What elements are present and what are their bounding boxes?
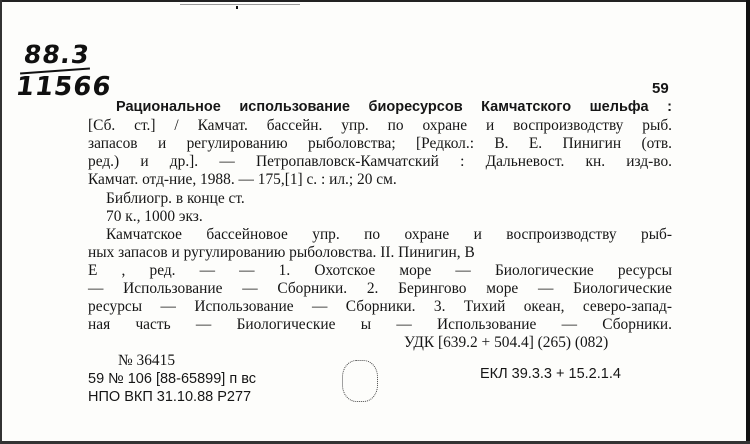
doc-number: № 36415 [118, 352, 176, 369]
body-line-12: ресурсы — Использование — Сборники. 3. Тихий океан, северо-запад- [88, 298, 672, 315]
card-top-edge [0, 0, 750, 2]
body-line-10: Е , ред. — — 1. Охотское море — Биологические ресурсы [88, 262, 672, 279]
card-right-edge [746, 0, 750, 444]
price-note: 70 к., 1000 экз. [106, 208, 203, 225]
bibliography-note: Библиогр. в конце ст. [106, 190, 245, 207]
handwritten-shelfmark-top: 88.3 [21, 40, 92, 69]
print-line: НПО ВКП 31.10.88 Р277 [88, 389, 252, 405]
scan-speck [236, 6, 238, 9]
order-line: 59 № 106 [88-65899] п вс [88, 371, 256, 387]
card-left-edge [0, 0, 2, 444]
body-line-5: Камчат. отд-ние, 1988. — 175,[1] с. : ил.; 20 см. [88, 171, 397, 188]
body-line-8: Камчатское бассейновое упр. по охране и воспроизводству рыб- [106, 226, 672, 243]
body-line-2: [Сб. ст.] / Камчат. бассейн. упр. по охране и воспроизводству рыб. [88, 117, 672, 134]
body-line-3: запасов и регулированию рыболовства; [Редкол.: В. Е. Пинигин (отв. [88, 135, 672, 152]
ekl-code: ЕКЛ 39.3.3 + 15.2.1.4 [480, 366, 621, 382]
body-line-9: ных запасов и ругулированию рыболовства. II. Пинигин, В [88, 244, 475, 261]
udc-code: УДК [639.2 + 504.4] (265) (082) [404, 334, 609, 351]
body-line-11: — Использование — Сборники. 2. Берингово море — Биологические [88, 280, 672, 297]
title-line: Рациональное использование биоресурсов Камчатского шельфа : [116, 99, 672, 115]
page-number: 59 [652, 80, 669, 97]
handwritten-shelfmark-bottom: 11566 [13, 72, 114, 102]
scan-line [180, 4, 300, 5]
body-line-13: ная часть — Биологические ы — Использование — Сборники. [88, 316, 672, 333]
stamp-mark [342, 360, 378, 402]
body-line-4: ред.) и др.]. — Петропавловск-Камчатский : Дальневост. кн. изд-во. [88, 153, 672, 170]
